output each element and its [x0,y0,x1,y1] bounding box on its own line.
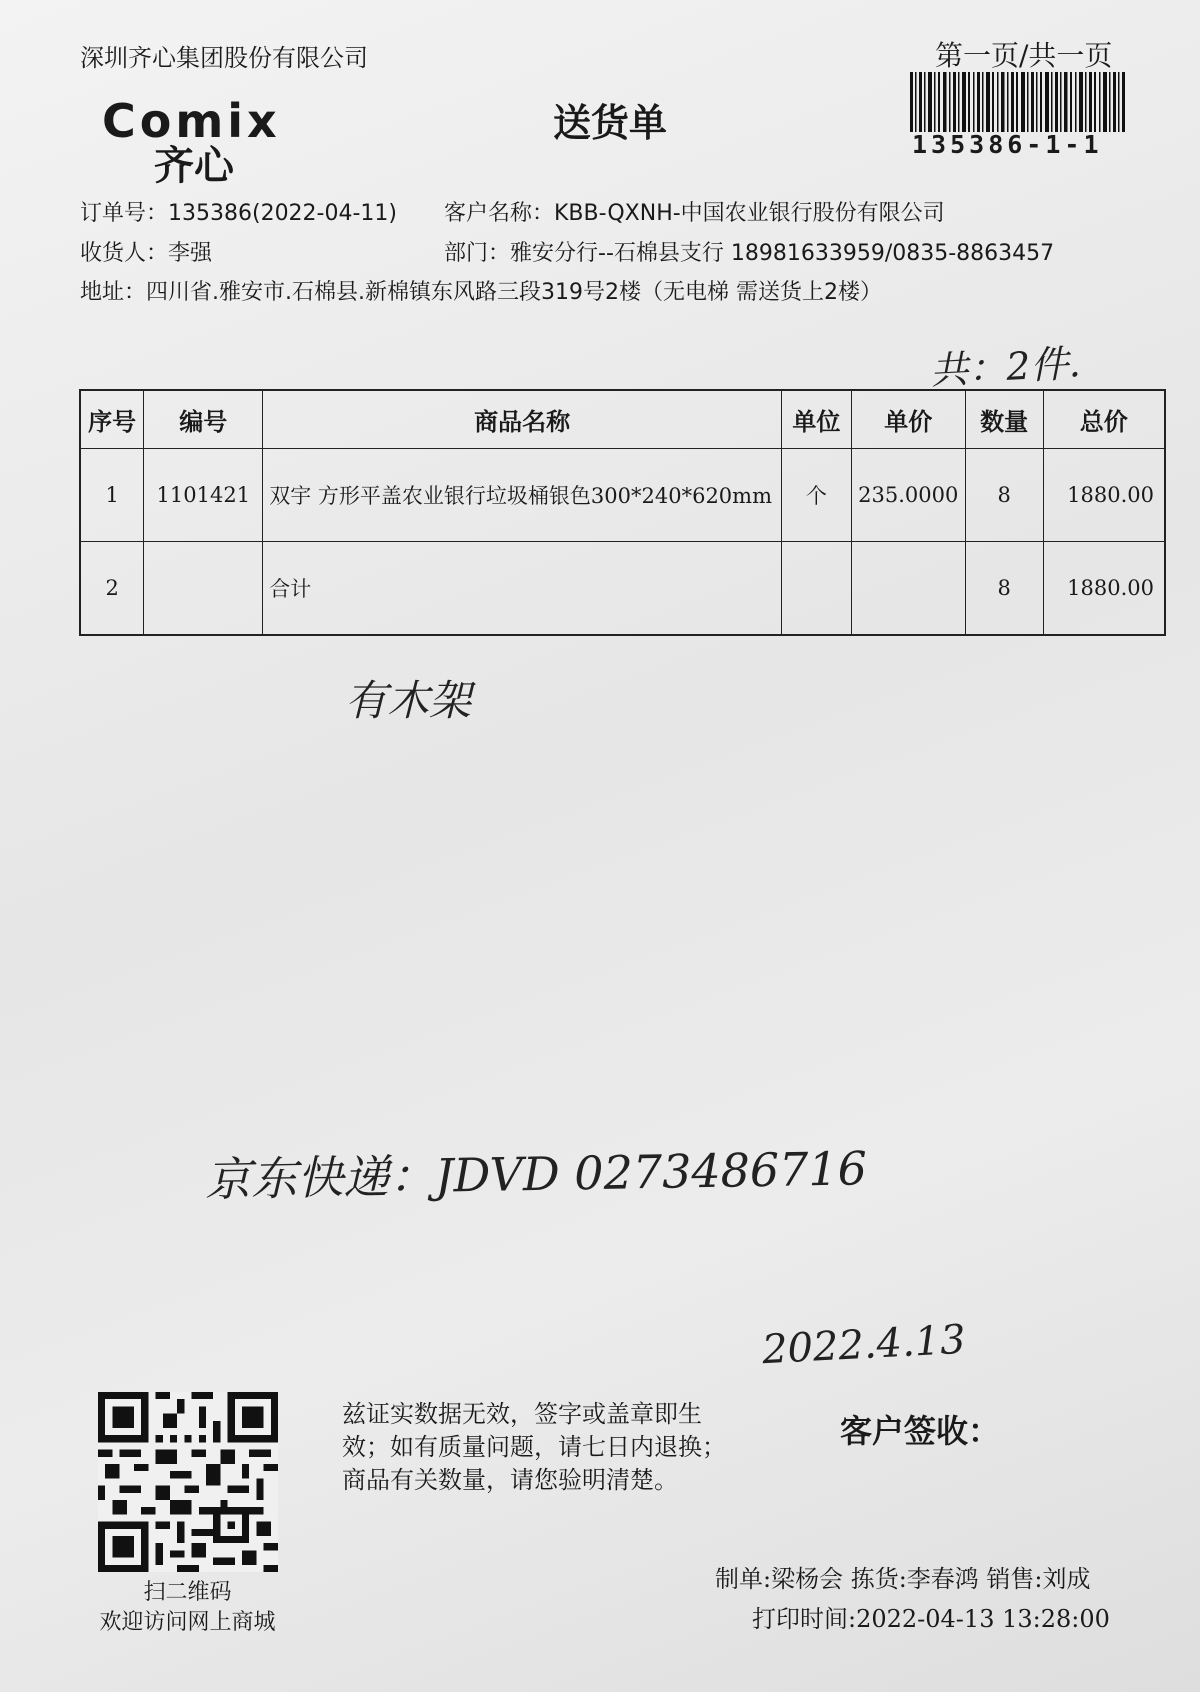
cell-unit-price [851,542,965,636]
table-row [80,542,1165,636]
handwritten-total-pieces: 共：2件. [929,341,1082,393]
department: 部门：雅安分行--石棉县支行 18981633959/0835-8863457 [444,241,1055,266]
cell-total: 1880.00 [1043,542,1165,636]
notice-text: 兹证实数据无效，签字或盖章即生效；如有质量问题，请七日内退换；商品有关数量，请您验明清楚。 [342,1400,726,1494]
column-header: 总价 [1043,390,1165,449]
table-row [80,449,1165,542]
page-indicator: 第一页/共一页 [935,39,1113,72]
receiver: 收货人：李强 [80,241,213,266]
customer-name: 客户名称：KBB-QXNH-中国农业银行股份有限公司 [444,201,945,226]
column-header: 单价 [851,390,965,449]
cell-unit-price: 235.0000 [851,449,965,542]
cell-code [144,542,263,636]
cell-unit: 个 [781,449,851,542]
cell-quantity: 8 [965,449,1043,542]
table-header-row [80,390,1165,449]
qr-caption-scan: 扫二维码 [143,1580,232,1605]
handwritten-date: 2022.4.13 [760,1316,967,1374]
cell-code: 1101421 [144,449,263,542]
items-table [79,389,1166,636]
column-header: 单位 [781,390,851,449]
column-header: 序号 [80,390,144,449]
cell-total: 1880.00 [1043,449,1165,542]
column-header: 编号 [144,390,263,449]
customer-sign-label: 客户签收： [840,1412,1001,1450]
cell-quantity: 8 [965,542,1043,636]
comix-logo [102,94,342,189]
qr-caption-welcome: 欢迎访问网上商城 [99,1610,276,1635]
company-name: 深圳齐心集团股份有限公司 [80,44,368,72]
cell-unit [781,542,851,636]
qr-caption [80,1578,295,1638]
address: 地址：四川省.雅安市.石棉县.新棉镇东风路三段319号2楼（无电梯 需送货上2楼） [80,280,882,305]
staff-info: 制单:梁杨会 拣货:李春鸿 销售:刘成 [715,1565,1091,1593]
document-title: 送货单 [553,101,668,145]
order-number: 订单号：135386(2022-04-11) [80,201,398,226]
logo-chinese: 齐心 [154,143,234,189]
qr-code-icon [98,1392,278,1572]
print-time: 打印时间:2022-04-13 13:28:00 [752,1605,1110,1633]
barcode-icon [910,72,1125,132]
cell-seq: 1 [80,449,144,542]
barcode-number: 135386-1-1 [912,130,1103,159]
cell-product-name: 合计 [263,542,782,636]
handwritten-express-number: 京东快递：JDVD 0273486716 [204,1141,868,1207]
column-header: 数量 [965,390,1043,449]
cell-seq: 2 [80,542,144,636]
column-header: 商品名称 [263,390,782,449]
logo-text: Comix [102,94,281,148]
cell-product-name: 双宇 方形平盖农业银行垃圾桶银色300*240*620mm [263,449,782,542]
handwritten-note: 有木架 [345,676,472,725]
